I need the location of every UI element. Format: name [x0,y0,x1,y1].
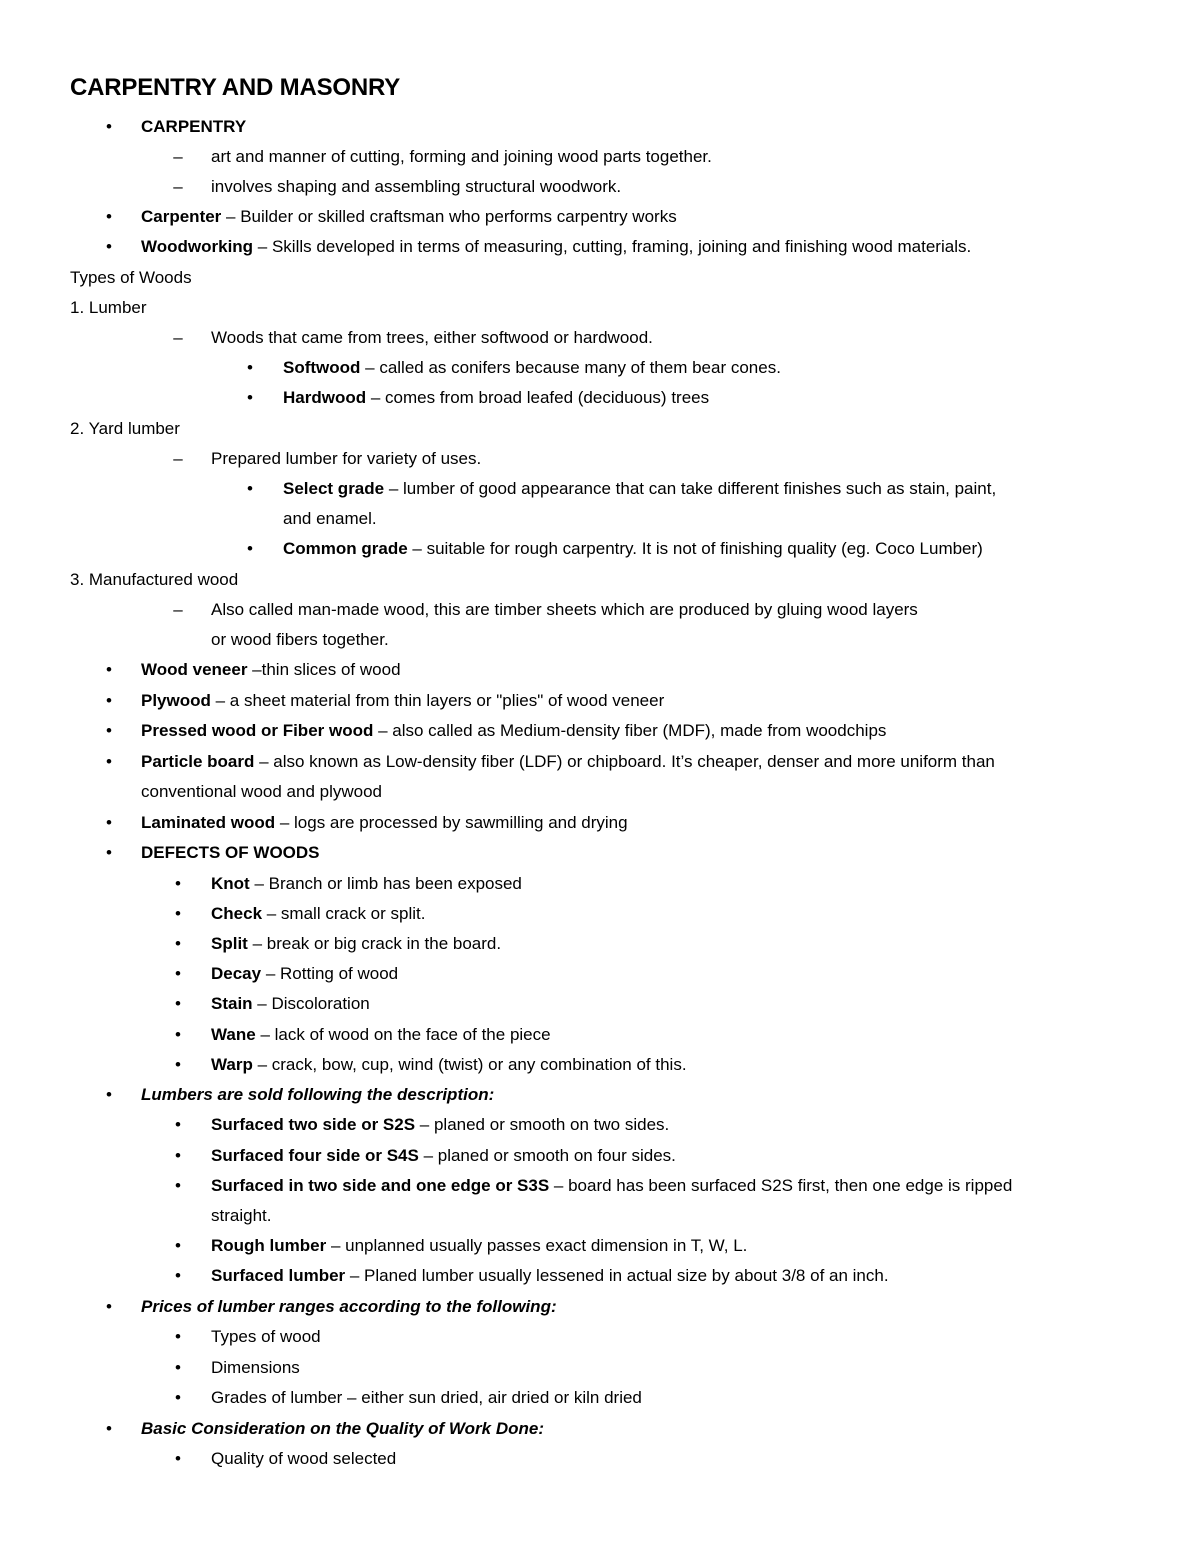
item-text: – lack of wood on the face of the piece [255,1025,551,1044]
bullet-marker: • [106,691,112,710]
bullet-marker: • [175,964,181,983]
term-label: Select grade [283,479,385,498]
list-item [141,747,995,777]
term-label: Wane [211,1025,256,1044]
list-item [211,1020,551,1050]
term-label: Softwood [283,358,361,377]
item-text: – comes from broad leafed (deciduous) trees [366,388,710,407]
item-text: – Planed lumber usually lessened in actual size by about 3/8 of an inch. [345,1266,889,1285]
item-text: – break or big crack in the board. [247,934,502,953]
bullet-marker: • [106,117,112,136]
bullet-marker: • [175,1266,181,1285]
dash-marker: – [173,328,183,347]
bullet-marker: • [106,237,112,256]
bullet-marker: • [175,1146,181,1165]
list-item [211,899,425,929]
bullet-marker: • [106,1085,112,1104]
list-item [141,1414,544,1444]
item-text: involves shaping and assembling structural woodwork. [211,177,622,196]
term-label: Split [211,934,248,953]
list-item [283,353,781,383]
bullet-marker: • [106,813,112,832]
term-label: Basic Consideration on the Quality of Work Done: [141,1419,545,1438]
item-text: – unplanned usually passes exact dimension in T, W, L. [326,1236,748,1255]
term-label: Common grade [283,539,408,558]
item-text: conventional wood and plywood [141,782,383,801]
term-label: Laminated wood [141,813,276,832]
bullet-marker: • [106,843,112,862]
dash-marker: – [173,600,183,619]
item-text: – crack, bow, cup, wind (twist) or any combination of this. [252,1055,687,1074]
term-label: Surfaced two side or S2S [211,1115,416,1134]
item-text: and enamel. [283,509,377,528]
bullet-marker: • [106,207,112,226]
item-text: – called as conifers because many of them bear cones. [360,358,781,377]
list-item [211,1322,321,1352]
bullet-marker: • [106,660,112,679]
bullet-marker: • [175,1449,181,1468]
section-heading [70,565,238,595]
bullet-marker: • [175,904,181,923]
list-item [211,172,621,202]
item-text: – Rotting of wood [261,964,399,983]
list-item [283,383,709,413]
section-heading [70,293,147,323]
list-item [211,1110,669,1140]
dash-marker: – [173,177,183,196]
bullet-marker: • [106,752,112,771]
item-text: – planed or smooth on two sides. [415,1115,670,1134]
item-text: Also called man-made wood, this are timber sheets which are produced by gluing wood layers [211,600,918,619]
term-label: Knot [211,874,250,893]
item-text: Grades of lumber – either sun dried, air dried or kiln dried [211,1388,642,1407]
item-text: – also called as Medium-density fiber (MDF), made from woodchips [373,721,887,740]
bullet-marker: • [247,358,253,377]
term-label: Carpenter [141,207,222,226]
list-item [211,1444,396,1474]
list-item [283,474,996,504]
item-text: – small crack or split. [262,904,426,923]
section-heading [70,263,192,293]
list-item [211,595,918,625]
item-text: 3. Manufactured wood [70,570,239,589]
list-item [211,1231,747,1261]
term-label: Surfaced four side or S4S [211,1146,419,1165]
term-label: Prices of lumber ranges according to the following: [141,1297,557,1316]
item-text: – Branch or limb has been exposed [249,874,522,893]
bullet-marker: • [175,934,181,953]
list-item [141,1080,494,1110]
term-label: Plywood [141,691,211,710]
list-item [211,959,398,989]
list-item [211,989,370,1019]
page-title: CARPENTRY AND MASONRY [70,74,401,101]
list-item [211,1383,642,1413]
list-item [283,504,377,534]
item-text: – Discoloration [252,994,370,1013]
bullet-marker: • [175,994,181,1013]
list-item [211,1353,300,1383]
list-item [141,655,401,685]
list-item [141,686,664,716]
list-item [211,869,522,899]
term-label: Surfaced lumber [211,1266,346,1285]
list-item [211,323,653,353]
term-label: Warp [211,1055,253,1074]
dash-marker: – [173,147,183,166]
item-text: Types of Woods [70,268,192,287]
list-item [141,777,382,807]
list-item [141,716,886,746]
list-item [211,444,481,474]
list-item [211,929,501,959]
bullet-marker: • [175,1358,181,1377]
term-label: CARPENTRY [141,117,247,136]
list-item [141,808,628,838]
term-label: Wood veneer [141,660,248,679]
item-text: –thin slices of wood [247,660,401,679]
list-item [141,1292,557,1322]
bullet-marker: • [247,388,253,407]
item-text: – board has been surfaced S2S first, then one edge is ripped [549,1176,1013,1195]
item-text: Quality of wood selected [211,1449,397,1468]
item-text: – Builder or skilled craftsman who performs carpentry works [221,207,677,226]
bullet-marker: • [106,721,112,740]
item-text: – Skills developed in terms of measuring, cutting, framing, joining and finishing wood materials. [253,237,972,256]
item-text: – planed or smooth on four sides. [418,1146,676,1165]
bullet-marker: • [175,1327,181,1346]
bullet-marker: • [175,1236,181,1255]
bullet-marker: • [175,1055,181,1074]
term-label: DEFECTS OF WOODS [141,843,320,862]
list-item [211,1261,889,1291]
list-item [211,625,389,655]
list-item [211,1171,1012,1201]
term-label: Particle board [141,752,255,771]
bullet-marker: • [106,1297,112,1316]
list-item [211,1201,271,1231]
section-heading [70,414,180,444]
term-label: Hardwood [283,388,367,407]
bullet-marker: • [175,1388,181,1407]
term-label: Decay [211,964,262,983]
list-item [211,1141,676,1171]
item-text: Dimensions [211,1358,300,1377]
list-item [141,838,320,868]
term-label: Surfaced in two side and one edge or S3S [211,1176,550,1195]
bullet-marker: • [247,479,253,498]
list-item [141,112,246,142]
bullet-marker: • [175,874,181,893]
term-label: Rough lumber [211,1236,327,1255]
list-item [283,534,983,564]
item-text: – a sheet material from thin layers or "plies" of wood veneer [210,691,665,710]
term-label: Stain [211,994,253,1013]
item-text: – logs are processed by sawmilling and drying [275,813,628,832]
item-text: straight. [211,1206,272,1225]
list-item [211,1050,687,1080]
item-text: – also known as Low-density fiber (LDF) or chipboard. It’s cheaper, denser and more uniform than [254,752,995,771]
item-text: – lumber of good appearance that can take different finishes such as stain, paint, [384,479,997,498]
bullet-marker: • [175,1176,181,1195]
dash-marker: – [173,449,183,468]
item-text: Types of wood [211,1327,321,1346]
bullet-marker: • [175,1115,181,1134]
list-item [211,142,712,172]
item-text: Prepared lumber for variety of uses. [211,449,482,468]
term-label: Pressed wood or Fiber wood [141,721,374,740]
item-text: Woods that came from trees, either softwood or hardwood. [211,328,653,347]
bullet-marker: • [106,1419,112,1438]
list-item [141,232,971,262]
item-text: 1. Lumber [70,298,147,317]
bullet-marker: • [247,539,253,558]
item-text: art and manner of cutting, forming and joining wood parts together. [211,147,712,166]
item-text: 2. Yard lumber [70,419,180,438]
term-label: Lumbers are sold following the description: [141,1085,495,1104]
bullet-marker: • [175,1025,181,1044]
list-item [141,202,677,232]
term-label: Check [211,904,263,923]
item-text: or wood fibers together. [211,630,389,649]
item-text: – suitable for rough carpentry. It is not of finishing quality (eg. Coco Lumber) [407,539,983,558]
term-label: Woodworking [141,237,254,256]
